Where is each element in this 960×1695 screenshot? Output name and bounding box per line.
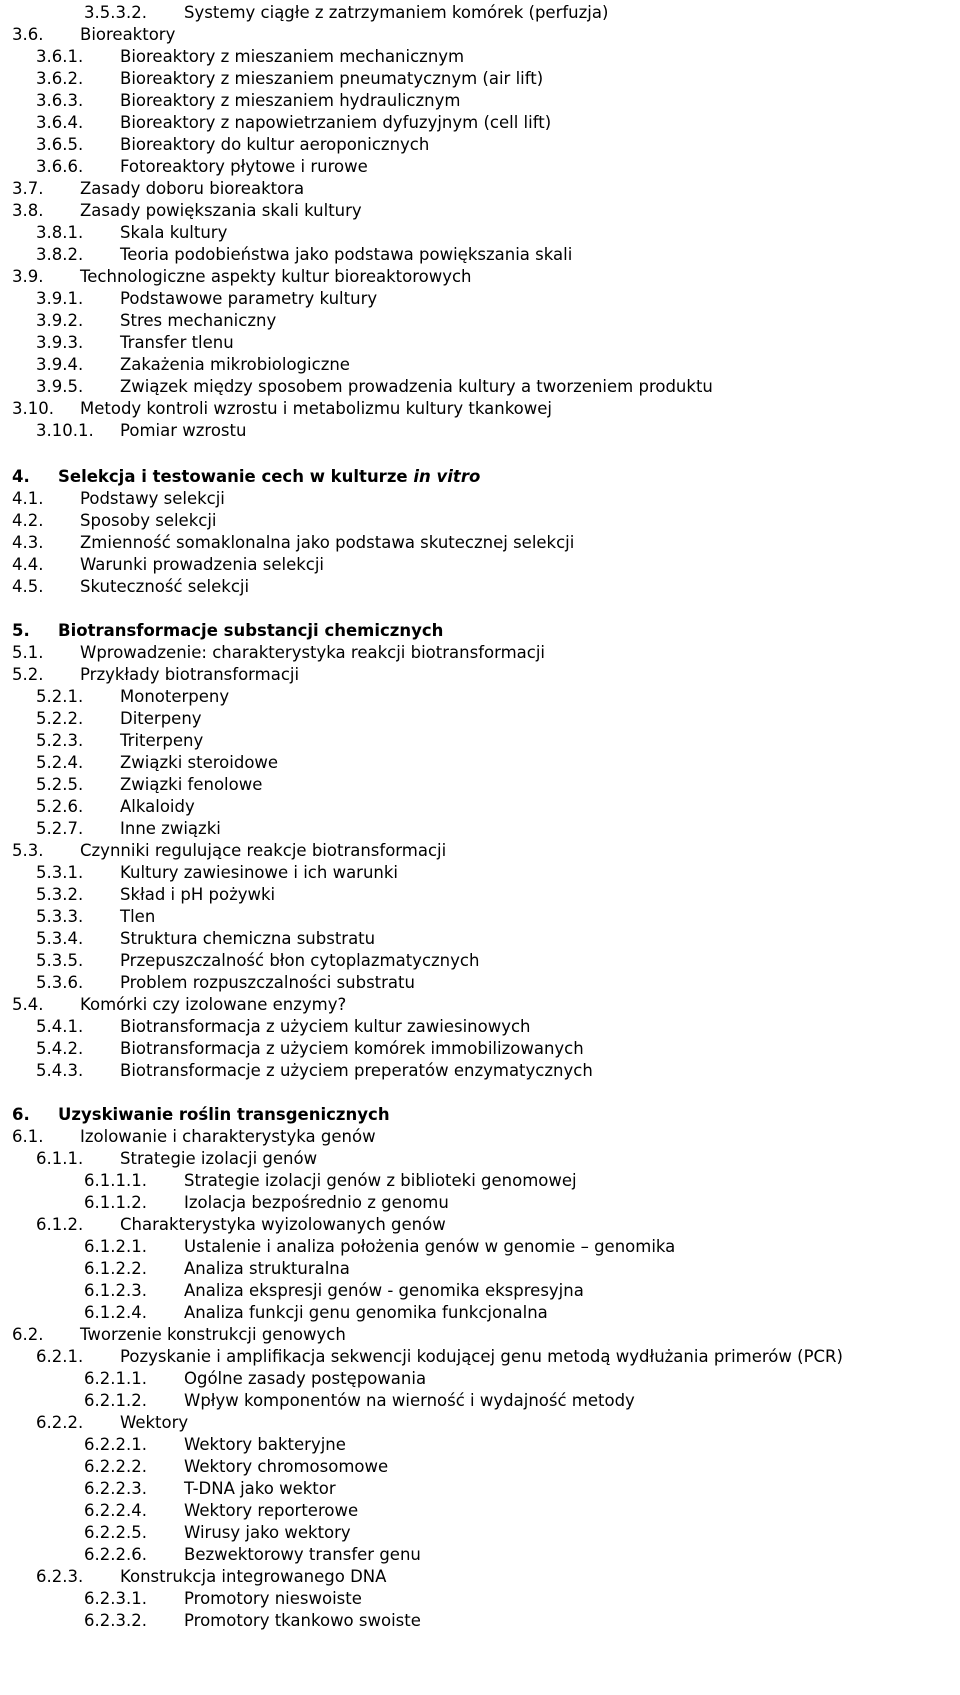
toc-entry	[0, 46, 960, 68]
toc-number: 5.2.	[12, 665, 44, 684]
toc-title: Bioreaktory	[80, 25, 176, 44]
toc-title: Ustalenie i analiza położenia genów w genomie – genomika	[184, 1237, 676, 1256]
toc-number: 3.6.5.	[36, 135, 84, 154]
toc-number: 5.3.2.	[36, 885, 84, 904]
toc-title: Problem rozpuszczalności substratu	[120, 973, 415, 992]
toc-number: 6.2.3.	[36, 1567, 84, 1586]
toc-entry	[0, 420, 960, 442]
toc-title: Alkaloidy	[120, 797, 195, 816]
toc-entry	[0, 1544, 960, 1566]
toc-entry	[0, 862, 960, 884]
toc-title: Wpływ komponentów na wierność i wydajność metody	[184, 1391, 635, 1410]
toc-entry	[0, 24, 960, 46]
toc-entry	[0, 752, 960, 774]
toc-entry	[0, 576, 960, 598]
toc-title: Sposoby selekcji	[80, 511, 217, 530]
toc-number: 6.2.2.	[36, 1413, 84, 1432]
toc-title: Diterpeny	[120, 709, 202, 728]
toc-number: 5.	[12, 621, 30, 640]
toc-entry	[0, 1390, 960, 1412]
toc-number: 4.4.	[12, 555, 44, 574]
toc-entry	[0, 554, 960, 576]
toc-title: Konstrukcja integrowanego DNA	[120, 1567, 387, 1586]
toc-title: Wektory bakteryjne	[184, 1435, 346, 1454]
toc-entry	[0, 244, 960, 266]
toc-title: Charakterystyka wyizolowanych genów	[120, 1215, 446, 1234]
toc-title: Zmienność somaklonalna jako podstawa skutecznej selekcji	[80, 533, 575, 552]
toc-title: Skala kultury	[120, 223, 228, 242]
toc-number: 6.2.3.1.	[84, 1589, 147, 1608]
toc-title: Metody kontroli wzrostu i metabolizmu kultury tkankowej	[80, 399, 553, 418]
toc-title: Tlen	[120, 907, 156, 926]
toc-entry	[0, 332, 960, 354]
toc-number: 5.2.5.	[36, 775, 84, 794]
toc-entry	[0, 708, 960, 730]
toc-entry	[0, 730, 960, 752]
toc-entry	[0, 642, 960, 664]
toc-entry	[0, 1258, 960, 1280]
toc-entry	[0, 2, 960, 24]
toc-title: Bioreaktory z napowietrzaniem dyfuzyjnym (cell lift)	[120, 113, 552, 132]
toc-entry	[0, 1280, 960, 1302]
toc-number: 3.10.	[12, 399, 54, 418]
toc-number: 5.2.4.	[36, 753, 84, 772]
toc-title: Struktura chemiczna substratu	[120, 929, 376, 948]
toc-title: Przykłady biotransformacji	[80, 665, 300, 684]
toc-entry	[0, 1500, 960, 1522]
toc-title: Strategie izolacji genów	[120, 1149, 318, 1168]
toc-entry	[0, 884, 960, 906]
toc-title: Biotransformacja z użyciem kultur zawiesinowych	[120, 1017, 531, 1036]
toc-number: 3.9.5.	[36, 377, 84, 396]
toc-number: 5.3.4.	[36, 929, 84, 948]
toc-title: Związki fenolowe	[120, 775, 263, 794]
toc-entry	[0, 1588, 960, 1610]
toc-title: Wprowadzenie: charakterystyka reakcji biotransformacji	[80, 643, 546, 662]
toc-title: Przepuszczalność błon cytoplazmatycznych	[120, 951, 480, 970]
toc-entry	[0, 398, 960, 420]
toc-number: 6.2.2.5.	[84, 1523, 147, 1542]
toc-title: Bioreaktory z mieszaniem mechanicznym	[120, 47, 465, 66]
toc-number: 5.4.	[12, 995, 44, 1014]
toc-number: 6.1.2.2.	[84, 1259, 147, 1278]
toc-number: 4.3.	[12, 533, 44, 552]
toc-number: 3.6.1.	[36, 47, 84, 66]
toc-title: Analiza strukturalna	[184, 1259, 350, 1278]
toc-number: 6.2.2.2.	[84, 1457, 147, 1476]
toc-title: Izolowanie i charakterystyka genów	[80, 1127, 376, 1146]
toc-entry	[0, 1324, 960, 1346]
toc-number: 3.5.3.2.	[84, 3, 147, 22]
toc-title: Wektory	[120, 1413, 189, 1432]
toc-title: Zasady powiększania skali kultury	[80, 201, 362, 220]
toc-number: 5.2.6.	[36, 797, 84, 816]
toc-entry	[0, 532, 960, 554]
toc-title: Transfer tlenu	[120, 333, 234, 352]
toc-title: Strategie izolacji genów z biblioteki genomowej	[184, 1171, 577, 1190]
toc-entry	[0, 950, 960, 972]
toc-number: 3.6.6.	[36, 157, 84, 176]
toc-entry	[0, 1236, 960, 1258]
toc-number: 3.6.2.	[36, 69, 84, 88]
toc-number: 5.3.1.	[36, 863, 84, 882]
toc-number: 6.2.	[12, 1325, 44, 1344]
toc-number: 3.9.3.	[36, 333, 84, 352]
toc-number: 3.10.1.	[36, 421, 94, 440]
toc-number: 3.6.4.	[36, 113, 84, 132]
toc-entry	[0, 1346, 960, 1368]
toc-entry	[0, 1368, 960, 1390]
toc-entry	[0, 1610, 960, 1632]
toc-number: 5.2.1.	[36, 687, 84, 706]
toc-entry	[0, 134, 960, 156]
toc-title: Zasady doboru bioreaktora	[80, 179, 305, 198]
toc-entry	[0, 1566, 960, 1588]
toc-title: Promotory tkankowo swoiste	[184, 1611, 421, 1630]
toc-number: 3.6.	[12, 25, 44, 44]
toc-title-italic: in vitro	[413, 467, 481, 486]
toc-number: 5.4.2.	[36, 1039, 84, 1058]
toc-entry	[0, 928, 960, 950]
toc-entry	[0, 686, 960, 708]
toc-title: Biotransformacja z użyciem komórek immobilizowanych	[120, 1039, 584, 1058]
toc-entry	[0, 1060, 960, 1082]
toc-number: 5.2.3.	[36, 731, 84, 750]
toc-entry	[0, 112, 960, 134]
toc-entry	[0, 354, 960, 376]
section-heading	[0, 620, 960, 642]
toc-title: Związki steroidowe	[120, 753, 279, 772]
toc-number: 6.2.1.	[36, 1347, 84, 1366]
toc-number: 5.3.	[12, 841, 44, 860]
toc-entry	[0, 200, 960, 222]
toc-entry	[0, 664, 960, 686]
toc-title: Wektory reporterowe	[184, 1501, 359, 1520]
toc-entry	[0, 310, 960, 332]
toc-entry	[0, 1148, 960, 1170]
toc-title: Tworzenie konstrukcji genowych	[80, 1325, 346, 1344]
toc-number: 3.9.1.	[36, 289, 84, 308]
toc-number: 6.2.3.2.	[84, 1611, 147, 1630]
toc-entry	[0, 1478, 960, 1500]
toc-title: Uzyskiwanie roślin transgenicznych	[58, 1105, 390, 1124]
toc-number: 6.2.2.1.	[84, 1435, 147, 1454]
toc-number: 3.6.3.	[36, 91, 84, 110]
toc-number: 6.1.2.4.	[84, 1303, 147, 1322]
toc-number: 6.2.2.6.	[84, 1545, 147, 1564]
toc-number: 3.9.2.	[36, 311, 84, 330]
toc-entry	[0, 774, 960, 796]
toc-number: 3.8.1.	[36, 223, 84, 242]
toc-entry	[0, 376, 960, 398]
toc-title: Podstawy selekcji	[80, 489, 225, 508]
toc-number: 4.2.	[12, 511, 44, 530]
toc-title: Fotoreaktory płytowe i rurowe	[120, 157, 368, 176]
toc-entry	[0, 222, 960, 244]
toc-number: 5.3.6.	[36, 973, 84, 992]
toc-number: 5.3.5.	[36, 951, 84, 970]
toc-title: Kultury zawiesinowe i ich warunki	[120, 863, 399, 882]
toc-entry	[0, 156, 960, 178]
toc-number: 6.2.2.4.	[84, 1501, 147, 1520]
toc-number: 5.4.3.	[36, 1061, 84, 1080]
toc-number: 6.2.2.3.	[84, 1479, 147, 1498]
section-heading	[0, 466, 960, 488]
toc-number: 6.1.1.2.	[84, 1193, 147, 1212]
toc-title: Związek między sposobem prowadzenia kultury a tworzeniem produktu	[120, 377, 713, 396]
toc-entry	[0, 840, 960, 862]
toc-number: 6.	[12, 1105, 30, 1124]
toc-title: Wirusy jako wektory	[184, 1523, 351, 1542]
toc-entry	[0, 1192, 960, 1214]
toc-title: Bezwektorowy transfer genu	[184, 1545, 421, 1564]
toc-number: 3.9.	[12, 267, 44, 286]
toc-title: Pomiar wzrostu	[120, 421, 247, 440]
toc-entry	[0, 1126, 960, 1148]
toc-title: T-DNA jako wektor	[184, 1479, 336, 1498]
toc-title: Stres mechaniczny	[120, 311, 277, 330]
toc-entry	[0, 1302, 960, 1324]
toc-entry	[0, 1434, 960, 1456]
toc-entry	[0, 266, 960, 288]
toc-number: 5.3.3.	[36, 907, 84, 926]
toc-number: 6.1.1.	[36, 1149, 84, 1168]
toc-title: Bioreaktory do kultur aeroponicznych	[120, 135, 430, 154]
toc-number: 6.1.2.1.	[84, 1237, 147, 1256]
toc-number: 6.2.1.1.	[84, 1369, 147, 1388]
toc-entry	[0, 972, 960, 994]
toc-entry	[0, 1412, 960, 1434]
toc-title: Wektory chromosomowe	[184, 1457, 389, 1476]
toc-title: Pozyskanie i amplifikacja sekwencji kodującej genu metodą wydłużania primerów (PCR)	[120, 1347, 843, 1366]
toc-title: Monoterpeny	[120, 687, 230, 706]
toc-number: 4.	[12, 467, 30, 486]
toc-title: Podstawowe parametry kultury	[120, 289, 378, 308]
toc-number: 6.2.1.2.	[84, 1391, 147, 1410]
toc-title: Biotransformacje substancji chemicznych	[58, 621, 444, 640]
toc-entry	[0, 510, 960, 532]
toc-number: 6.1.	[12, 1127, 44, 1146]
toc-title: Inne związki	[120, 819, 221, 838]
toc-number: 5.2.7.	[36, 819, 84, 838]
toc-entry	[0, 818, 960, 840]
toc-title: Bioreaktory z mieszaniem hydraulicznym	[120, 91, 461, 110]
toc-number: 6.1.2.3.	[84, 1281, 147, 1300]
toc-number: 4.5.	[12, 577, 44, 596]
toc-entry	[0, 796, 960, 818]
toc-entry	[0, 90, 960, 112]
toc-title: Czynniki regulujące reakcje biotransformacji	[80, 841, 447, 860]
toc-number: 5.1.	[12, 643, 44, 662]
toc-entry	[0, 1038, 960, 1060]
toc-entry	[0, 1016, 960, 1038]
toc-entry	[0, 488, 960, 510]
toc-title: Analiza ekspresji genów - genomika ekspresyjna	[184, 1281, 584, 1300]
toc-entry	[0, 906, 960, 928]
toc-number: 3.7.	[12, 179, 44, 198]
toc-title: Komórki czy izolowane enzymy?	[80, 995, 347, 1014]
toc-title: Zakażenia mikrobiologiczne	[120, 355, 350, 374]
toc-title: Selekcja i testowanie cech w kulturze in vitro	[58, 467, 481, 486]
toc-entry	[0, 994, 960, 1016]
toc-number: 3.9.4.	[36, 355, 84, 374]
toc-number: 3.8.2.	[36, 245, 84, 264]
toc-title: Biotransformacje z użyciem preperatów enzymatycznych	[120, 1061, 593, 1080]
toc-number: 4.1.	[12, 489, 44, 508]
toc-title: Ogólne zasady postępowania	[184, 1369, 427, 1388]
toc-entry	[0, 1214, 960, 1236]
toc-title: Teoria podobieństwa jako podstawa powiększania skali	[120, 245, 573, 264]
toc-title: Skuteczność selekcji	[80, 577, 250, 596]
toc-entry	[0, 288, 960, 310]
toc-entry	[0, 68, 960, 90]
toc-number: 6.1.2.	[36, 1215, 84, 1234]
toc-number: 3.8.	[12, 201, 44, 220]
toc-title: Izolacja bezpośrednio z genomu	[184, 1193, 449, 1212]
toc-title: Skład i pH pożywki	[120, 885, 276, 904]
toc-title: Promotory nieswoiste	[184, 1589, 362, 1608]
toc-number: 6.1.1.1.	[84, 1171, 147, 1190]
section-heading	[0, 1104, 960, 1126]
toc-title: Warunki prowadzenia selekcji	[80, 555, 325, 574]
toc-entry	[0, 1456, 960, 1478]
toc-title: Technologiczne aspekty kultur bioreaktorowych	[80, 267, 472, 286]
toc-entry	[0, 1522, 960, 1544]
toc-title: Analiza funkcji genu genomika funkcjonalna	[184, 1303, 548, 1322]
toc-number: 5.4.1.	[36, 1017, 84, 1036]
toc-entry	[0, 1170, 960, 1192]
toc-number: 5.2.2.	[36, 709, 84, 728]
toc-title: Triterpeny	[120, 731, 204, 750]
toc-entry	[0, 178, 960, 200]
toc-title: Systemy ciągłe z zatrzymaniem komórek (perfuzja)	[184, 3, 609, 22]
toc-title: Bioreaktory z mieszaniem pneumatycznym (air lift)	[120, 69, 544, 88]
